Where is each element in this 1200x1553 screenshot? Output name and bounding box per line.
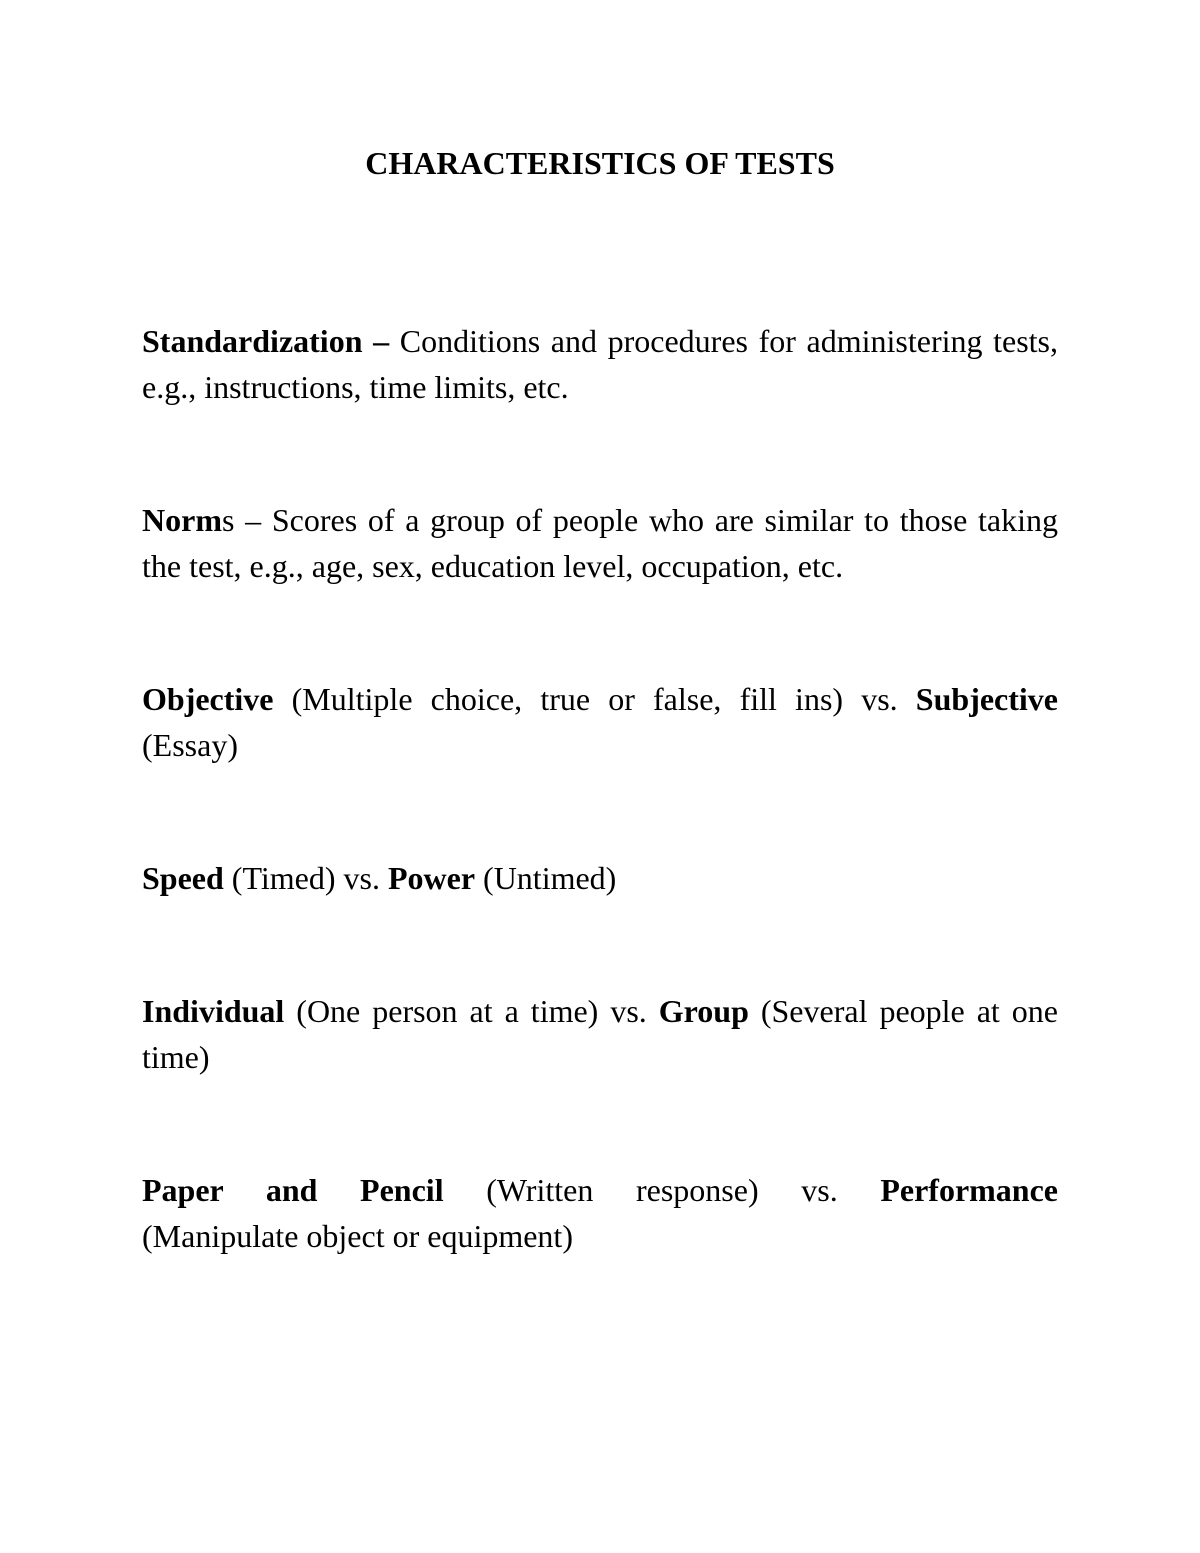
paper-and-pencil-description: (Written response) vs. <box>443 1172 881 1208</box>
individual-term: Individual <box>142 993 285 1029</box>
paper-performance-paragraph <box>142 1167 1058 1259</box>
performance-term: Performance <box>880 1172 1058 1208</box>
subjective-term: Subjective <box>915 681 1058 717</box>
standardization-paragraph <box>142 318 1058 410</box>
performance-description: (Manipulate object or equipment) <box>142 1218 573 1254</box>
individual-group-paragraph <box>142 988 1058 1080</box>
objective-subjective-paragraph <box>142 676 1058 768</box>
individual-description: (One person at a time) vs. <box>284 993 659 1029</box>
speed-term: Speed <box>142 860 224 896</box>
norms-term: Norm <box>142 502 222 538</box>
objective-description: (Multiple choice, true or false, fill ins) vs. <box>273 681 916 717</box>
subjective-description: (Essay) <box>142 727 238 763</box>
speed-description: (Timed) vs. <box>223 860 388 896</box>
speed-power-paragraph <box>142 855 1058 901</box>
group-term: Group <box>658 993 749 1029</box>
power-description: (Untimed) <box>475 860 617 896</box>
norms-definition: s – Scores of a group of people who are similar to those taking the test, e.g., age, sex, education level, occupation, etc. <box>142 502 1058 584</box>
standardization-term: Standardization – <box>142 323 390 359</box>
paper-and-pencil-term: Paper and Pencil <box>142 1172 444 1208</box>
group-description: (Several people at one time) <box>142 993 1059 1075</box>
standardization-definition: Conditions and procedures for administering tests, e.g., instructions, time limits, etc. <box>142 323 1059 405</box>
paper-performance-line <box>142 1167 1058 1213</box>
power-term: Power <box>387 860 476 896</box>
norms-paragraph <box>142 497 1058 589</box>
page-title: CHARACTERISTICS OF TESTS <box>365 145 835 181</box>
objective-term: Objective <box>142 681 274 717</box>
